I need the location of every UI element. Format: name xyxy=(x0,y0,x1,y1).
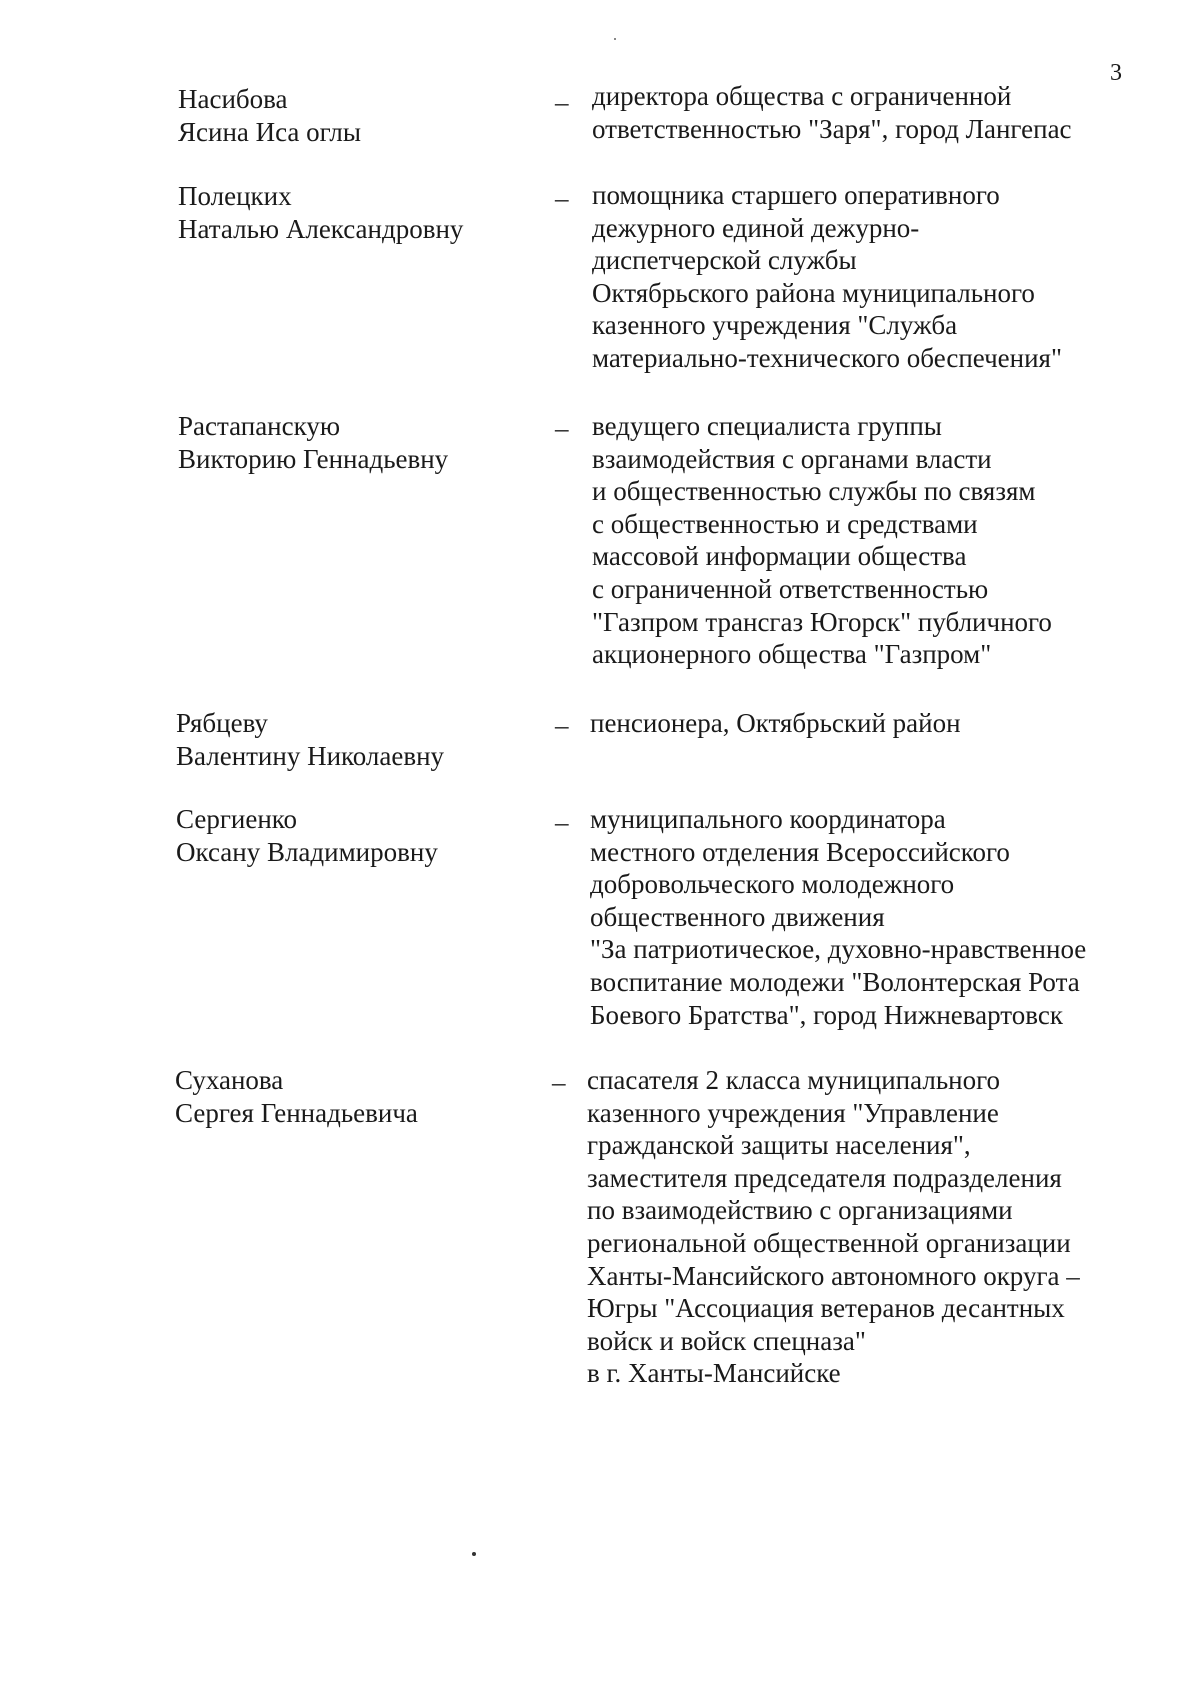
description-line: ответственностью "Заря", город Лангепас xyxy=(592,113,1072,144)
given-names: Викторию Геннадьевну xyxy=(178,444,449,474)
person-name xyxy=(176,707,536,773)
description-line: добровольческого молодежного xyxy=(590,869,955,900)
dash-separator: – xyxy=(555,807,569,837)
description-line: директора общества с ограниченной xyxy=(592,81,1012,111)
person-name xyxy=(178,410,538,476)
position-description xyxy=(590,707,1130,740)
description-line: дежурного единой дежурно- xyxy=(592,212,920,243)
position-description xyxy=(590,803,1130,1031)
description-line: с общественностью и средствами xyxy=(592,508,978,539)
description-line: казенного учреждения "Служба xyxy=(592,310,958,341)
description-line: региональной общественной организации xyxy=(587,1227,1071,1258)
description-line: Ханты-Мансийского автономного округа – xyxy=(587,1260,1080,1291)
description-line: общественного движения xyxy=(590,901,885,932)
position-description xyxy=(592,179,1132,375)
surname: Растапанскую xyxy=(178,411,341,441)
surname: Насибова xyxy=(178,84,288,114)
position-description xyxy=(592,410,1132,671)
description-line: по взаимодействию с организациями xyxy=(587,1195,1013,1226)
description-line: материально-технического обеспечения" xyxy=(592,342,1062,373)
given-names: Валентину Николаевну xyxy=(176,741,445,771)
description-line: Югры "Ассоциация ветеранов десантных xyxy=(587,1293,1065,1324)
description-line: в г. Ханты-Мансийске xyxy=(587,1358,841,1389)
description-line: взаимодействия с органами власти xyxy=(592,443,992,474)
description-line: казенного учреждения "Управление xyxy=(587,1097,999,1128)
position-description xyxy=(587,1064,1127,1390)
dash-separator: – xyxy=(555,87,569,117)
description-line: гражданской защиты населения", xyxy=(587,1130,971,1161)
person-name xyxy=(178,83,538,149)
scan-speck xyxy=(472,1552,476,1556)
scan-mark xyxy=(614,38,616,40)
dash-separator: – xyxy=(555,710,569,740)
dash-separator: – xyxy=(555,183,569,213)
description-line: "За патриотическое, духовно-нравственное xyxy=(590,934,1087,965)
description-line: спасателя 2 класса муниципального xyxy=(587,1065,1000,1095)
given-names: Ясина Иса оглы xyxy=(178,117,361,147)
description-line: акционерного общества "Газпром" xyxy=(592,639,992,670)
description-line: местного отделения Всероссийского xyxy=(590,836,1010,867)
description-line: и общественностью службы по связям xyxy=(592,476,1036,507)
surname: Рябцеву xyxy=(176,708,268,738)
position-description xyxy=(592,80,1132,145)
given-names: Сергея Геннадьевича xyxy=(175,1098,418,1128)
surname: Полецких xyxy=(178,181,292,211)
person-name xyxy=(175,1064,535,1130)
given-names: Наталью Александровну xyxy=(178,214,464,244)
surname: Сергиенко xyxy=(176,804,298,834)
description-line: "Газпром трансгаз Югорск" публичного xyxy=(592,606,1052,637)
description-line: заместителя председателя подразделения xyxy=(587,1162,1062,1193)
person-name xyxy=(178,180,538,246)
given-names: Оксану Владимировну xyxy=(176,837,438,867)
dash-separator: – xyxy=(552,1067,566,1097)
description-line: с ограниченной ответственностью xyxy=(592,573,989,604)
person-name xyxy=(176,803,536,869)
description-line: Боевого Братства", город Нижневартовск xyxy=(590,999,1063,1030)
description-line: пенсионера, Октябрьский район xyxy=(590,708,961,738)
dash-separator: – xyxy=(555,413,569,443)
description-line: помощника старшего оперативного xyxy=(592,180,1000,210)
description-line: диспетчерской службы xyxy=(592,245,857,276)
description-line: ведущего специалиста группы xyxy=(592,411,942,441)
description-line: муниципального координатора xyxy=(590,804,946,834)
page-number: 3 xyxy=(1110,60,1122,86)
description-line: массовой информации общества xyxy=(592,541,967,572)
description-line: воспитание молодежи "Волонтерская Рота xyxy=(590,966,1080,997)
description-line: Октябрьского района муниципального xyxy=(592,277,1035,308)
surname: Суханова xyxy=(175,1065,284,1095)
description-line: войск и войск спецназа" xyxy=(587,1325,866,1356)
